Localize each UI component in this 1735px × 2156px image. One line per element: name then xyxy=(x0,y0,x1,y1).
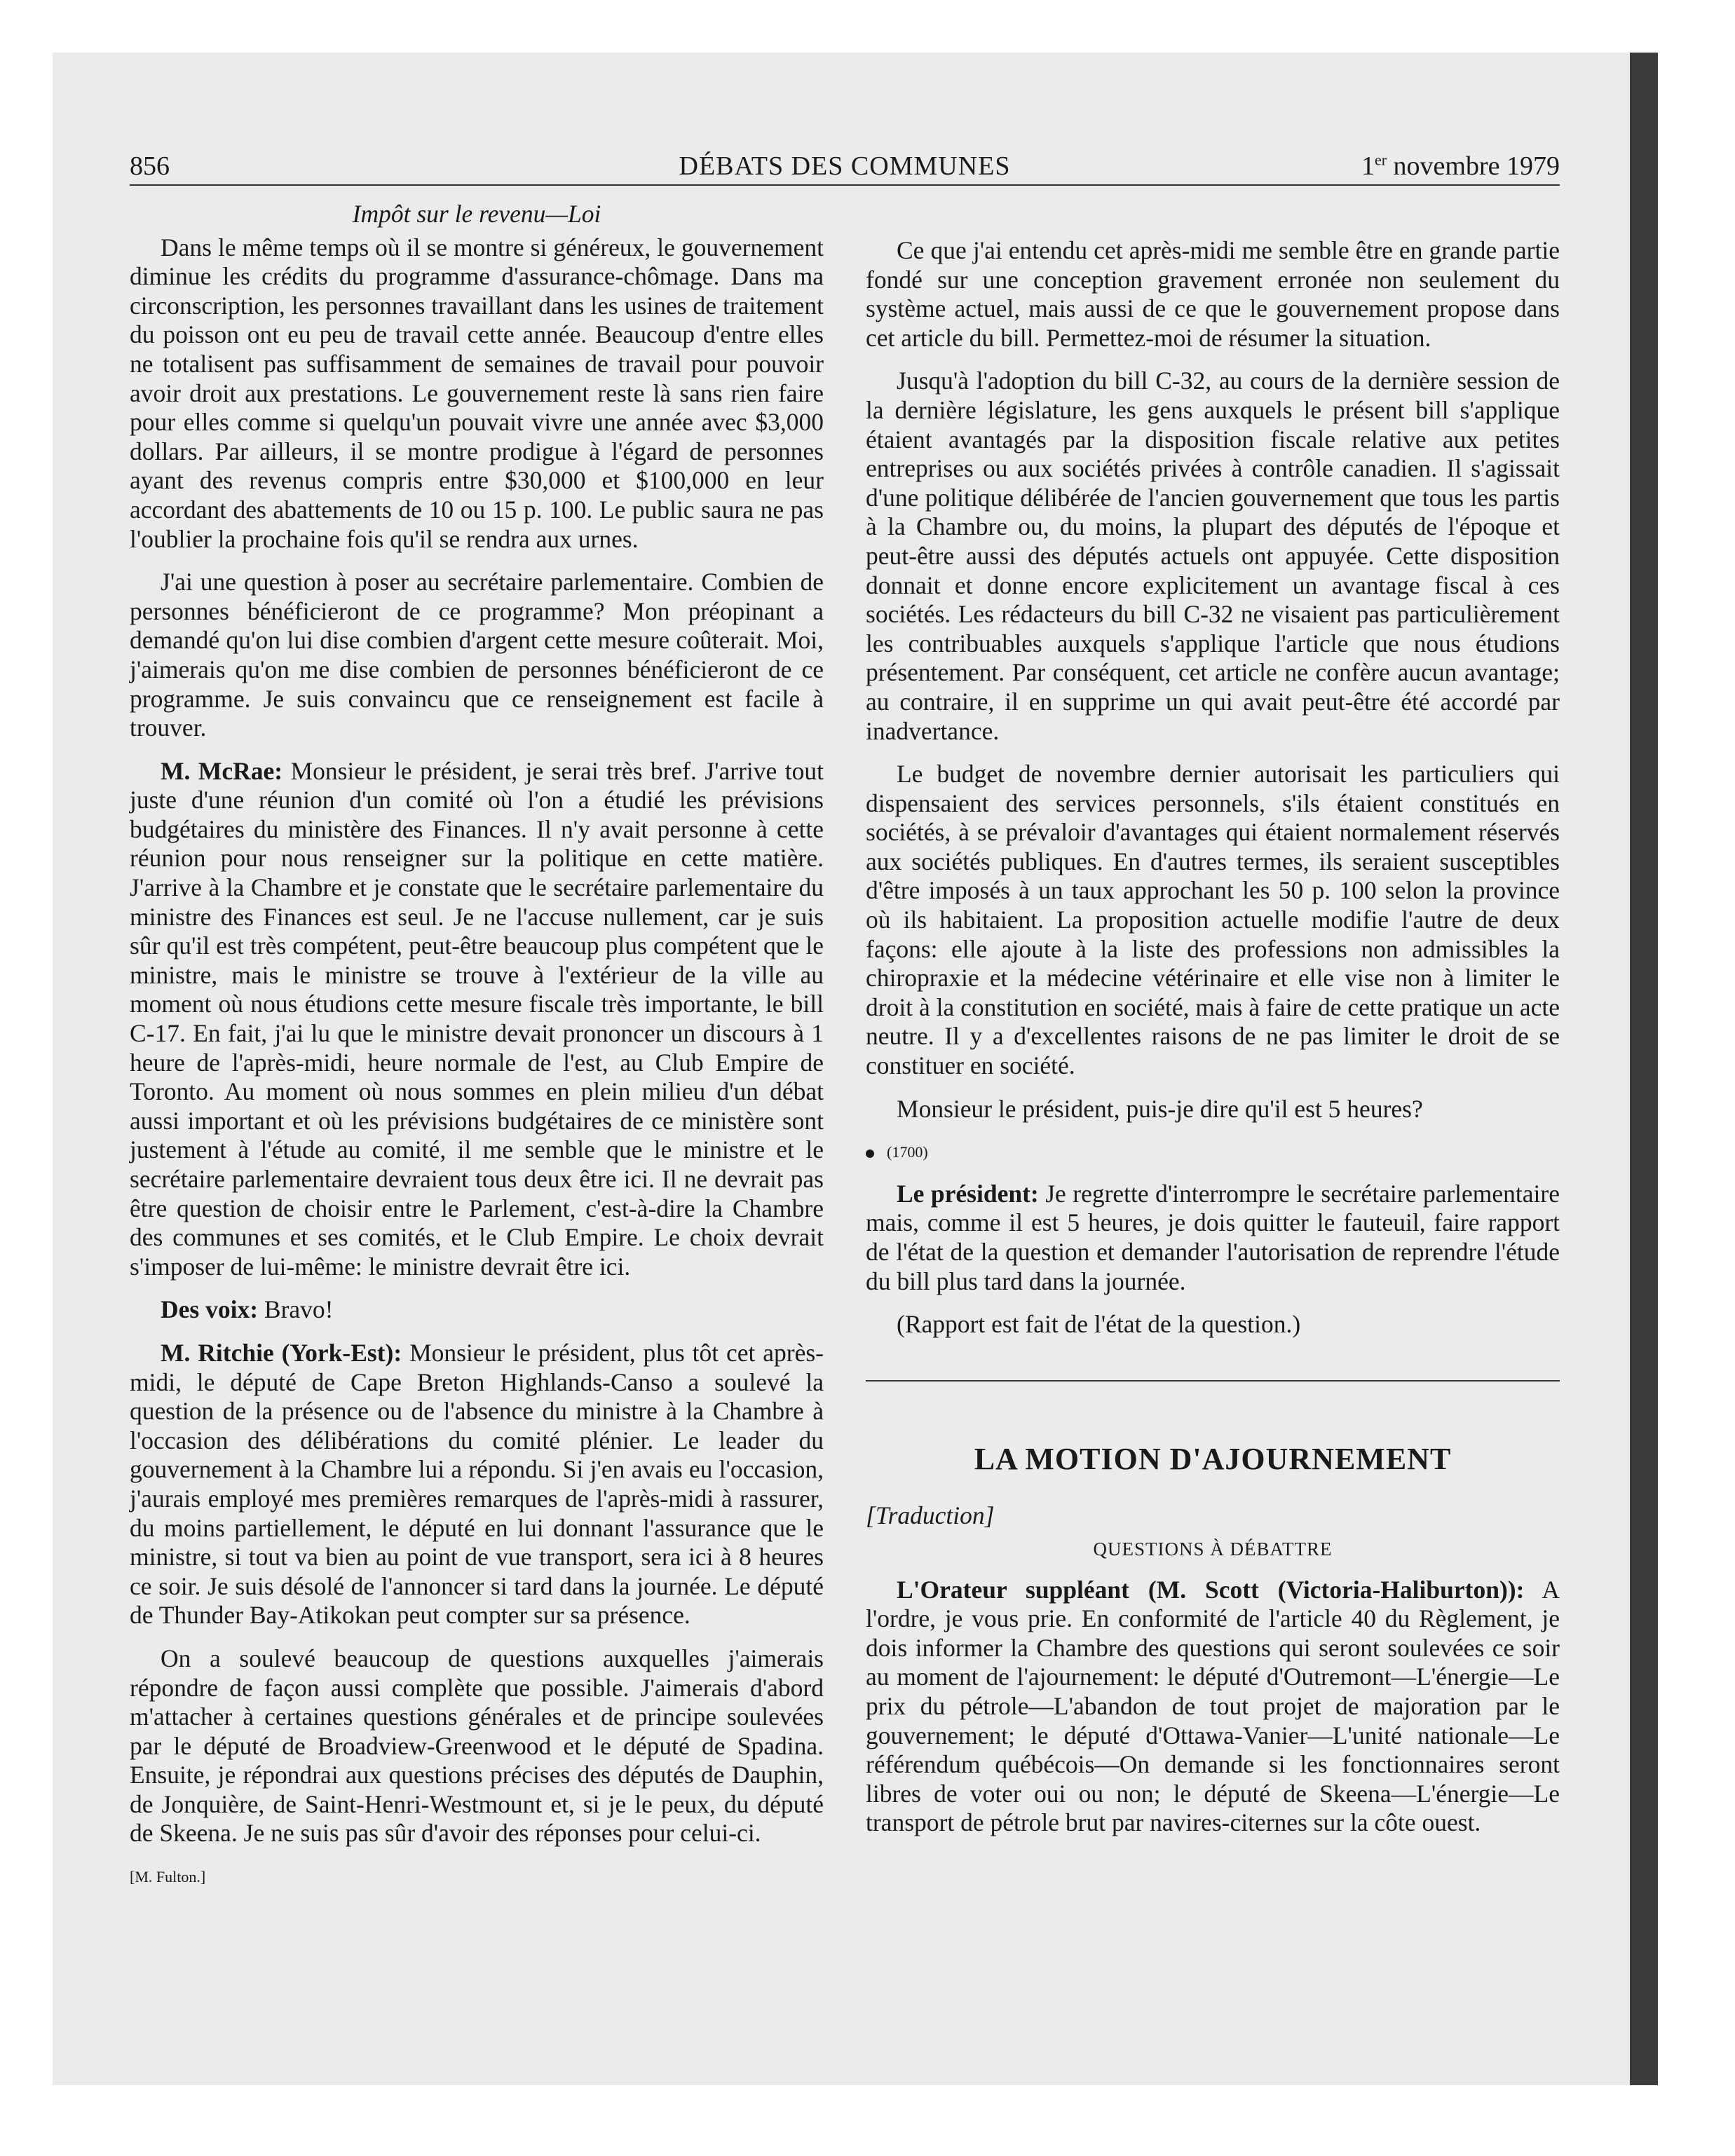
paragraph: Des voix: Bravo! xyxy=(161,1295,334,1324)
right-column xyxy=(866,236,1560,1852)
section-divider xyxy=(866,1380,1560,1381)
speaker-name: Des voix: xyxy=(161,1295,259,1324)
paragraph: M. Ritchie (York-Est): Monsieur le président, plus tôt cet après-midi, le député de Cape Breton Highlands-Canso a soulevé la question de la présence ou de l'absence du ministre à la Chambre à l'occasion des délibérations du comité plénier. Le leader du gouvernement à la Chambre lui a répondu. Si j'en avais eu l'occasion, j'aurais employé mes premières remarques de l'après-midi à rassurer, du moins partiellement, le député en lui donnant l'assurance que le ministre, si tout va bien au point de vue transport, sera ici à 8 heures ce soir. Je suis désolé de l'annoncer si tard dans la journée. Le député de Thunder Bay-Atikokan peut compter sur sa présence. xyxy=(130,1338,824,1630)
paragraph: On a soulevé beaucoup de questions auxquelles j'aimerais répondre de façon aussi complète que possible. J'aimerais d'abord m'attacher à certaines questions générales et de principe soulevées par le député de Broadview-Greenwood et le député de Spadina. Ensuite, je répondrai aux questions précises des députés de Dauphin, de Jonquière, de Saint-Henri-Westmount et, si je le peux, du député de Skeena. Je ne suis pas sûr d'avoir des réponses pour celui-ci. xyxy=(130,1644,824,1848)
running-title: Impôt sur le revenu—Loi xyxy=(352,200,601,228)
scanned-page xyxy=(53,53,1658,2085)
scan-edge-bar xyxy=(1630,53,1658,2085)
paragraph: L'Orateur suppléant (M. Scott (Victoria-Haliburton)): A l'ordre, je vous prie. En conformité de l'article 40 du Règlement, je dois informer la Chambre des questions qui seront soulevées ce soir au moment de l'ajournement: le député d'Outremont—L'énergie—Le prix du pétrole—L'abandon de tout projet de majoration par le gouvernement; le député d'Ottawa-Vanier—L'unité nationale—Le référendum québécois—On demande si les fonctionnaires seront libres de voter oui ou non; le député de Skeena—L'énergie—Le transport de pétrole brut par navires-citernes sur la côte ouest. xyxy=(866,1575,1560,1837)
subheading: QUESTIONS À DÉBATTRE xyxy=(1093,1538,1333,1560)
paragraph: Monsieur le président, puis-je dire qu'il est 5 heures? xyxy=(897,1094,1423,1123)
section-title: LA MOTION D'AJOURNEMENT xyxy=(974,1441,1452,1476)
time-marker: (1700) xyxy=(866,1138,1560,1167)
paragraph: Dans le même temps où il se montre si généreux, le gouvernement diminue les crédits du programme d'assurance-chômage. Dans ma circonscription, les personnes travaillant dans les usines de traitement du poisson ont eu peu de travail cette année. Beaucoup d'entre elles ne totalisent pas suffisamment de semaines de travail pour pouvoir avoir droit aux prestations. Le gouvernement reste là sans rien faire pour elles comme si quelqu'un pouvait vivre une année avec $3,000 dollars. Par ailleurs, il se montre prodigue à l'égard de personnes ayant des revenus compris entre $30,000 et $100,000 en leur accordant des abattements de 10 ou 15 p. 100. Le public saura ne pas l'oublier la prochaine fois qu'il se rendra aux urnes. xyxy=(130,233,824,553)
paragraph: Le président: Je regrette d'interrompre le secrétaire parlementaire mais, comme il est 5 heures, je dois quitter le fauteuil, faire rapport de l'état de la question et demander l'autorisation de reprendre l'étude du bill plus tard dans la journée. xyxy=(866,1179,1560,1295)
paragraph: Le budget de novembre dernier autorisait les particuliers qui dispensaient des services personnels, s'ils étaient constitués en sociétés, à se prévaloir d'avantages qui étaient normalement réservés aux sociétés publiques. En d'autres termes, ils seraient susceptibles d'être imposés à un taux approchant les 50 p. 100 selon la province où ils habitaient. La proposition actuelle modifie l'autre de deux façons: elle ajoute à la liste des professions non admissibles la chiropraxie et la médecine vétérinaire et elle vise non à limiter le droit à la constitution en société, mais à faire de cette pratique un acte neutre. Il y a d'excellentes raisons de ne pas limiter le droit de se constituer en société. xyxy=(866,760,1560,1080)
paragraph: (Rapport est fait de l'état de la question.) xyxy=(897,1310,1301,1339)
paragraph: J'ai une question à poser au secrétaire parlementaire. Combien de personnes bénéficieront de ce programme? Mon préopinant a demandé qu'on lui dise combien d'argent cette mesure coûterait. Moi, j'aimerais qu'on me dise combien de personnes bénéficieront de ce programme. Je suis convaincu que ce renseignement est facile à trouver. xyxy=(130,568,824,742)
page-number: 856 xyxy=(130,151,170,181)
left-column xyxy=(130,200,824,1906)
translation-note: [Traduction] xyxy=(866,1501,995,1530)
paragraph: Jusqu'à l'adoption du bill C-32, au cours de la dernière session de la dernière législature, les gens auxquels le présent bill s'applique étaient avantagés par la disposition fiscale relative aux petites entreprises ou aux sociétés privées à contrôle canadien. Il s'agissait d'une politique délibérée de l'ancien gouvernement que tous les partis à la Chambre ou, du moins, la plupart des députés de l'époque et peut-être aussi des députés actuels ont appuyée. Cette disposition donnait et donne encore explicitement un avantage fiscal à ces sociétés. Les rédacteurs du bill C-32 ne visaient pas particulièrement les contribuables auxquels s'applique l'article que nous étudions présentement. Par conséquent, cet article ne confère aucun avantage; au contraire, il en supprime un qui avait peut-être été accordé par inadvertance. xyxy=(866,367,1560,745)
bullet-icon xyxy=(866,1149,874,1158)
publication-title: DÉBATS DES COMMUNES xyxy=(679,151,1011,181)
speaker-name: M. McRae: xyxy=(161,756,283,785)
paragraph: Ce que j'ai entendu cet après-midi me semble être en grande partie fondé sur une conception gravement erronée non seulement du système actuel, mais aussi de ce que le gouvernement propose dans cet article du bill. Permettez-moi de résumer la situation. xyxy=(866,236,1560,352)
speaker-name: Le président: xyxy=(897,1179,1039,1208)
paragraph: M. McRae: Monsieur le président, je serai très bref. J'arrive tout juste d'une réunion d'un comité où l'on a étudié les prévisions budgétaires du ministère des Finances. Il n'y avait personne à cette réunion pour nous renseigner sur la politique en cette matière. J'arrive à la Chambre et je constate que le secrétaire parlementaire du ministre des Finances est seul. Je ne l'accuse nullement, car je suis sûr qu'il est très compétent, peut-être beaucoup plus compétent que le ministre, mais le ministre se trouve à l'extérieur de la ville au moment où nous étudions cette mesure fiscale très importante, le bill C-17. En fait, j'ai lu que le ministre devait prononcer un discours à 1 heure de l'après-midi, heure normale de l'est, au Club Empire de Toronto. Au moment où nous sommes en plein milieu d'un débat aussi important et où les prévisions budgétaires de ce ministère sont justement à l'étude au comité, il me semble que le ministre et le secrétaire parlementaire devraient tous deux être ici. Il ne devrait pas être question de choisir entre le Parlement, c'est-à-dire la Chambre des communes et ses comités, et le Club Empire. Le choix devrait s'imposer de lui-même: le ministre devrait être ici. xyxy=(130,756,824,1281)
speaker-name: L'Orateur suppléant (M. Scott (Victoria-Haliburton)): xyxy=(897,1575,1525,1604)
page-header xyxy=(130,151,1560,186)
page-date: 1er novembre 1979 xyxy=(1361,151,1560,181)
speaker-name: M. Ritchie (York-Est): xyxy=(161,1338,402,1367)
speaker-note: [M. Fulton.] xyxy=(130,1868,206,1886)
